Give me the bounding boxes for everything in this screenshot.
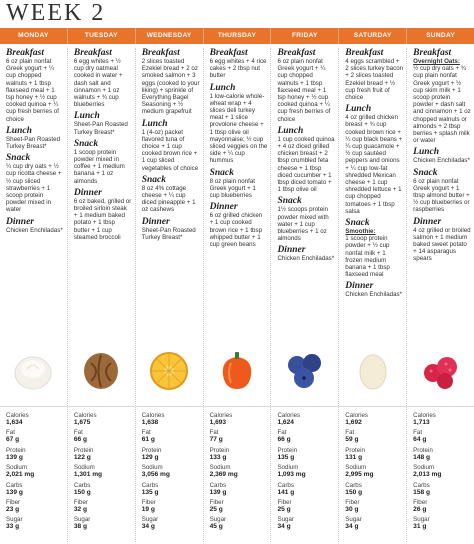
carbs-label: Carbs <box>6 481 23 489</box>
meal-label: Snack <box>413 167 438 178</box>
meal-list <box>277 48 335 338</box>
meal-description: 1 scoop protein powder mixed in coffee + 1 medium banana + 1 oz almonds <box>73 148 125 185</box>
meal-list <box>6 48 64 338</box>
meal-lunch <box>6 126 64 150</box>
meal-lunch <box>345 104 403 215</box>
raspberries-icon <box>407 340 474 402</box>
protein-value: 129 g <box>141 453 159 461</box>
meal-list <box>413 48 471 338</box>
sugar-value: 38 g <box>73 523 88 531</box>
meal-description: 2 slices toasted Ezekiel bread + 2 oz smoked salmon + 3 eggs (cooked to your liking) + sprinkle of Everything Bagel Seasoning + ½ medium grapefruit <box>141 58 200 116</box>
meal-description: 6 oz baked, grilled or broiled sirloin steak + 1 medium baked potato + 1 tbsp butter + 1 cup steamed broccoli <box>73 197 132 241</box>
meal-description: 6 oz plain nonfat Greek yogurt + ¼ cup chopped walnuts + 1 tbsp flaxseed meal + 1 tsp honey + ½ cup cooked quinoa + ¼ cup fresh berries of choice <box>6 58 59 123</box>
sugar-value: 31 g <box>413 523 427 531</box>
day-column-friday <box>271 48 339 542</box>
meal-dinner <box>345 281 403 298</box>
sugar-value: 34 g <box>277 523 291 531</box>
meal-description: 1 scoop protein powder + ½ cup nonfat milk + 1 frozen medium banana + 1 tbsp flaxseed meal <box>345 235 390 279</box>
meal-description: Chicken Enchiladas* <box>277 255 335 263</box>
meal-description: 6 egg whites + ½ cup dry oatmeal cooked in water + dash salt and cinnamon + 1 oz walnuts + ¾ cup blueberries <box>73 58 123 109</box>
meal-description: 4 oz grilled chicken breast + ¾ cup cooked brown rice + ¼ cup black beans + ¼ cup guacamole + ½ cup sautéed peppers and onions + ¼ cup low-fat shredded Mexican cheese + 1 cup shredded lettuce + 1 cup chopped tomatoes + 1 tbsp salsa <box>345 114 403 215</box>
fat-value: 66 g <box>277 436 291 444</box>
carbs-value: 139 g <box>209 488 227 496</box>
fat-label: Fat <box>345 429 355 437</box>
meal-snack <box>277 196 335 242</box>
meal-description: 4 oz grilled or broiled salmon + 1 medium baked sweet potato + 14 asparagus spears <box>413 226 471 263</box>
sugar-value: 34 g <box>345 523 359 531</box>
meal-list <box>142 48 200 338</box>
carbs-value: 150 g <box>73 488 91 496</box>
meal-description: Chicken Enchiladas* <box>6 226 63 234</box>
meal-label: Snack <box>277 196 302 207</box>
fat-label: Fat <box>73 429 83 437</box>
fat-value: 61 g <box>141 436 155 444</box>
meal-description: 6 egg whites + 4 rice cakes + 2 tbsp nut butter <box>209 58 267 80</box>
meal-description: 6 oz plain nonfat Greek yogurt + ¼ cup chopped walnuts + 1 tbsp flaxseed meal + 1 tsp honey + ½ cup cooked quinoa + ¼ cup fresh berries of choice <box>277 58 331 123</box>
fat-label: Fat <box>277 429 287 437</box>
meal-label: Breakfast <box>73 48 112 58</box>
meal-snack <box>6 153 64 213</box>
day-header-thursday: THURSDAY <box>204 28 272 44</box>
day-column-thursday <box>204 48 272 542</box>
sodium-label: Sodium <box>209 464 231 472</box>
egg-icon <box>339 340 406 402</box>
meal-label: Snack <box>209 167 234 178</box>
meal-description: 1 (4-oz) packet flavored tuna of choice + 1 cup cooked brown rice + 1 cup sliced vegetables of choice <box>141 128 199 172</box>
sodium-value: 2,995 mg <box>345 471 374 479</box>
meal-snack <box>345 218 403 278</box>
nutrition-divider <box>407 406 474 407</box>
meal-description: ½ cup dry oats + ¾ cup plain nonfat Greek yogurt + ½ cup skim milk + 1 scoop protein powder + dash salt and cinnamon + 1 oz chopped walnuts or almonds + 2 tbsp berries + splash milk or water <box>413 65 471 145</box>
meal-label: Dinner <box>345 281 374 292</box>
meal-label: Snack <box>73 138 99 149</box>
meal-snack <box>210 168 268 200</box>
protein-value: 133 g <box>209 453 227 461</box>
meal-label: Breakfast <box>345 48 384 58</box>
nutrition-facts <box>413 412 471 534</box>
calories-value: 1,713 <box>413 419 430 426</box>
fiber-value: 25 g <box>277 506 291 514</box>
sugar-label: Sugar <box>277 516 294 524</box>
meal-label: Breakfast <box>141 48 180 58</box>
day-header-wednesday: WEDNESDAY <box>136 28 204 44</box>
meal-description: Chicken Enchiladas* <box>413 157 470 165</box>
fat-value: 77 g <box>209 436 223 444</box>
meal-label: Lunch <box>6 125 32 136</box>
sodium-label: Sodium <box>345 464 367 472</box>
fat-label: Fat <box>141 429 151 437</box>
meal-breakfast <box>6 48 64 123</box>
day-column-monday <box>0 48 68 542</box>
nutrition-facts <box>74 412 132 534</box>
meal-dinner <box>74 188 132 241</box>
protein-label: Protein <box>6 446 26 454</box>
meal-lunch <box>413 147 471 164</box>
meal-plan-grid <box>0 48 474 542</box>
fiber-label: Fiber <box>345 499 360 507</box>
calories-label: Calories <box>141 412 165 419</box>
fat-value: 66 g <box>73 436 88 444</box>
meal-snack <box>142 175 200 214</box>
carbs-value: 139 g <box>6 488 23 496</box>
meal-breakfast <box>210 48 268 80</box>
day-column-sunday <box>407 48 474 542</box>
meal-lunch <box>74 111 132 135</box>
nutrition-divider <box>68 406 135 407</box>
carbs-value: 135 g <box>141 488 159 496</box>
protein-value: 122 g <box>73 453 91 461</box>
meal-snack <box>74 139 132 185</box>
meal-label: Snack <box>345 218 370 229</box>
fiber-label: Fiber <box>73 499 88 507</box>
meal-label: Snack <box>6 153 31 164</box>
protein-label: Protein <box>345 446 365 454</box>
meal-sublabel: Smoothie: <box>345 228 376 236</box>
sugar-label: Sugar <box>413 516 430 524</box>
nutrition-facts <box>210 412 268 534</box>
meal-label: Dinner <box>277 245 306 256</box>
meal-breakfast <box>74 48 132 108</box>
meal-description: Chicken Enchiladas* <box>345 291 403 299</box>
meal-breakfast <box>142 48 200 116</box>
sugar-label: Sugar <box>345 516 362 524</box>
meal-description: 1 low-calorie whole-wheat wrap + 4 slices deli turkey meat + 1 slice provolone cheese + 1 tbsp olive oil mayonnaise; ½ cup sliced veggies on the side + ¼ cup hummus <box>209 92 268 165</box>
meal-description: 6 oz plain nonfat Greek yogurt + 1 tbsp almond butter + ½ cup blueberries or raspberries <box>413 177 470 214</box>
meal-list <box>210 48 268 338</box>
meal-description: 1 cup cooked quinoa + 4 oz diced grilled chicken breast + 2 tbsp crumbled feta cheese + 1 tbsp diced cucumber + 1 tbsp diced tomato + 1 tbsp olive oil <box>277 135 335 194</box>
meal-list <box>345 48 403 338</box>
calories-value: 1,638 <box>141 419 159 426</box>
calories-value: 1,634 <box>6 419 23 426</box>
nutrition-divider <box>204 406 271 407</box>
day-header-saturday: SATURDAY <box>339 28 407 44</box>
meal-description: 6 oz grilled chicken + 1 cup cooked brown rice + 1 tbsp whipped butter + 1 cup green beans <box>209 212 263 249</box>
nutrition-facts <box>6 412 64 534</box>
day-column-saturday <box>339 48 407 542</box>
fiber-value: 23 g <box>6 506 20 514</box>
fat-value: 67 g <box>6 436 20 444</box>
protein-value: 139 g <box>6 453 23 461</box>
protein-label: Protein <box>209 446 230 454</box>
meal-breakfast <box>345 48 403 101</box>
meal-sublabel: Overnight Oats: <box>413 58 460 65</box>
fat-label: Fat <box>209 429 219 437</box>
meal-description: Sheet-Pan Roasted Turkey Breast* <box>73 121 128 136</box>
nutrition-facts <box>345 412 403 534</box>
fiber-value: 26 g <box>413 506 427 514</box>
meal-lunch <box>277 126 335 194</box>
meal-lunch <box>142 119 200 172</box>
carbs-label: Carbs <box>345 481 362 489</box>
sugar-value: 45 g <box>209 523 223 531</box>
protein-label: Protein <box>277 446 298 454</box>
meal-label: Dinner <box>6 216 34 227</box>
day-header-tuesday: TUESDAY <box>68 28 136 44</box>
nutrition-divider <box>339 406 406 407</box>
sodium-value: 3,056 mg <box>141 471 170 479</box>
meal-lunch <box>210 83 268 165</box>
sugar-label: Sugar <box>73 516 91 524</box>
meal-label: Dinner <box>141 216 170 227</box>
calories-label: Calories <box>6 412 29 419</box>
nutrition-divider <box>271 406 338 407</box>
nutrition-divider <box>0 406 67 407</box>
meal-label: Lunch <box>73 111 100 122</box>
meal-breakfast <box>277 48 335 123</box>
fat-label: Fat <box>413 429 423 437</box>
carbs-value: 141 g <box>277 488 295 496</box>
meal-label: Breakfast <box>413 48 452 58</box>
meal-label: Snack <box>141 174 167 185</box>
pineapple-icon <box>136 340 203 402</box>
nutrition-facts <box>142 412 200 534</box>
carbs-label: Carbs <box>73 481 91 489</box>
meal-label: Lunch <box>277 125 304 136</box>
meal-breakfast <box>413 48 471 144</box>
meal-label: Lunch <box>413 147 440 158</box>
meal-label: Lunch <box>141 118 168 129</box>
protein-value: 135 g <box>277 453 295 461</box>
protein-label: Protein <box>73 446 94 454</box>
meal-label: Breakfast <box>6 48 44 58</box>
carbs-value: 150 g <box>345 488 363 496</box>
meal-label: Lunch <box>209 82 236 93</box>
meal-label: Breakfast <box>209 48 248 58</box>
calories-label: Calories <box>345 412 368 419</box>
carbs-label: Carbs <box>277 481 294 489</box>
fiber-label: Fiber <box>141 499 156 507</box>
day-header-sunday: SUNDAY <box>426 32 456 39</box>
blueberries-icon <box>271 340 338 402</box>
sodium-label: Sodium <box>6 464 27 472</box>
fiber-value: 32 g <box>73 506 88 514</box>
nutrition-divider <box>136 406 203 407</box>
carbs-value: 158 g <box>413 488 431 496</box>
sugar-label: Sugar <box>141 516 159 524</box>
sodium-value: 1,301 mg <box>73 471 103 479</box>
meal-description: 4 eggs scrambled + 2 slices turkey bacon + 2 slices toasted Ezekiel bread + ½ cup fresh fruit of choice <box>345 58 404 102</box>
meal-label: Dinner <box>413 216 442 227</box>
fiber-value: 25 g <box>209 506 223 514</box>
protein-label: Protein <box>141 446 162 454</box>
sodium-label: Sodium <box>141 464 163 472</box>
sodium-label: Sodium <box>73 464 95 472</box>
meal-list <box>74 48 132 338</box>
yogurt-bowl-icon <box>0 340 67 402</box>
meal-label: Lunch <box>345 104 372 115</box>
nutrition-facts <box>277 412 335 534</box>
day-header-monday: MONDAY <box>0 28 68 44</box>
meal-description: 8 oz plain nonfat Greek yogurt + 1 cup blueberries <box>209 177 256 200</box>
sugar-label: Sugar <box>6 516 23 524</box>
calories-value: 1,693 <box>209 419 227 426</box>
walnut-icon <box>68 340 135 402</box>
meal-dinner <box>142 217 200 241</box>
fiber-label: Fiber <box>209 499 224 507</box>
fiber-label: Fiber <box>277 499 292 507</box>
sugar-label: Sugar <box>209 516 227 524</box>
meal-description: Sheet-Pan Roasted Turkey Breast* <box>6 135 61 151</box>
carbs-label: Carbs <box>413 481 430 489</box>
meal-dinner <box>210 202 268 248</box>
meal-description: 1½ scoops protein powder mixed with water + 1 cup blueberries + 1 oz almonds <box>277 206 329 243</box>
fat-label: Fat <box>6 429 15 437</box>
carbs-label: Carbs <box>209 481 227 489</box>
meal-label: Dinner <box>73 187 102 198</box>
meal-description: Sheet-Pan Roasted Turkey Breast* <box>141 226 196 241</box>
day-header-bar <box>0 28 474 44</box>
protein-value: 131 g <box>345 453 363 461</box>
meal-dinner <box>277 245 335 262</box>
meal-dinner <box>6 217 64 234</box>
calories-value: 1,624 <box>277 419 294 426</box>
sodium-label: Sodium <box>277 464 299 472</box>
meal-label: Breakfast <box>277 48 316 58</box>
carbs-label: Carbs <box>141 481 159 489</box>
pepper-icon <box>204 340 271 402</box>
calories-label: Calories <box>209 412 233 419</box>
fiber-label: Fiber <box>413 499 428 507</box>
protein-value: 148 g <box>413 453 431 461</box>
day-header-friday: FRIDAY <box>271 28 339 44</box>
day-column-tuesday <box>68 48 136 542</box>
calories-label: Calories <box>73 412 97 419</box>
sodium-value: 2,021 mg <box>6 471 35 479</box>
fat-value: 59 g <box>345 436 359 444</box>
page-title: WEEK 2 <box>6 0 106 26</box>
fiber-label: Fiber <box>6 499 21 507</box>
calories-value: 1,675 <box>73 419 91 426</box>
fat-value: 64 g <box>413 436 427 444</box>
protein-label: Protein <box>413 446 433 454</box>
calories-label: Calories <box>413 412 436 419</box>
meal-dinner <box>413 217 471 263</box>
sodium-value: 2,013 mg <box>413 471 442 479</box>
sodium-label: Sodium <box>413 464 435 472</box>
fiber-value: 30 g <box>345 506 359 514</box>
sugar-value: 33 g <box>6 523 20 531</box>
day-column-wednesday <box>136 48 204 542</box>
meal-description: ¼ cup dry oats + ½ cup ricotta cheese + ½ cup sliced strawberries + 1 scoop protein powder mixed in water <box>6 163 62 214</box>
meal-label: Dinner <box>209 202 238 213</box>
meal-snack <box>413 168 471 214</box>
sodium-value: 2,369 mg <box>209 471 238 479</box>
fiber-value: 19 g <box>141 506 155 514</box>
sodium-value: 1,093 mg <box>277 471 306 479</box>
calories-value: 1,692 <box>345 419 362 426</box>
calories-label: Calories <box>277 412 301 419</box>
sugar-value: 34 g <box>141 523 155 531</box>
meal-description: 8 oz 4% cottage cheese + ¼ cup diced pineapple + 1 oz cashews <box>141 184 196 214</box>
